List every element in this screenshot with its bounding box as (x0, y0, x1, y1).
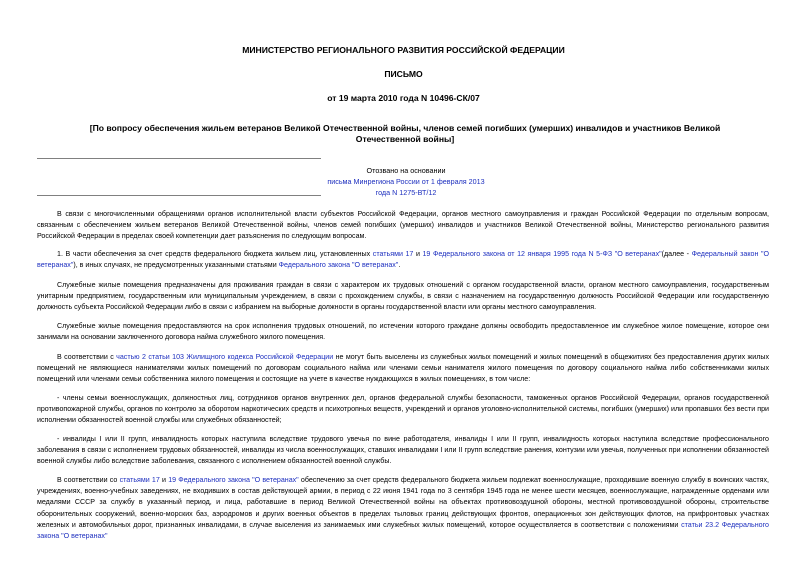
paragraph-articles-17-19 (37, 475, 769, 542)
veterans-law-link[interactable]: Федеральный закон "О ветеранах" (37, 250, 770, 270)
revocation-note-text: Отозвано на основании (366, 166, 446, 175)
paragraph-text: ), в иных случаях, не предусмотренных указанными статьями (73, 261, 279, 270)
revocation-note (321, 165, 491, 198)
paragraph-text: (далее - (661, 250, 692, 258)
paragraph-service-housing: Служебные жилые помещения предназначены для проживания граждан в связи с характером их трудовых отношений с органом государственной власти, органом местного самоуправления, государственным унитарным предприятием, государственным или муниципальным учреждением, в связи с прохождением службы, в связи с назначением на государственную должность Российской Федерации или государственную должность субъекта Российской Федерации либо в связи с избранием на выборные должности в органы государственной власти или органы местного самоуправления. (37, 281, 769, 312)
paragraph-family-members: - члены семьи военнослужащих, должностных лиц, сотрудников органов внутренних дел, органов федеральной службы безопасности, таможенных органов Российской Федерации, органов государственной противопожарной службы, органов по контролю за оборотом наркотических средств и психотропных веществ, учреждений и органов уголовно-исполнительной системы, погибших (умерших) или пропавших без вести при исполнении обязанностей военной службы или служебных обязанностей; (37, 394, 769, 425)
paragraph-service-term: Служебные жилые помещения предоставляются на срок исполнения трудовых отношений, по истечении которого граждане должны освободить предоставленное им служебное жилое помещение, которое они занимали на основании заключенного договора найма служебного жилого помещения. (37, 322, 769, 342)
paragraph-text: . (398, 261, 401, 270)
federal-law-5fz-link[interactable]: 19 Федерального закона от 12 января 1995 года N 5-ФЗ "О ветеранах" (422, 250, 662, 258)
paragraph-housing-code (37, 352, 769, 386)
revocation-letter-link[interactable]: письма Минрегиона России от 1 февраля 2013 года N 1275-ВТ/12 (327, 177, 485, 197)
document-date-number: от 19 марта 2010 года N 10496-СК/07 (327, 93, 480, 103)
paragraph-text: В соответствии с (57, 353, 117, 361)
article-19-veterans-law-link[interactable]: 19 Федерального закона "О ветеранах" (168, 476, 299, 484)
paragraph-point-1 (37, 249, 769, 271)
article-17-link[interactable]: статьями 17 (372, 250, 414, 258)
bottom-divider (37, 195, 321, 196)
paragraph-text: и (159, 476, 169, 484)
article-23-2-link[interactable]: статьи 23.2 Федерального закона "О ветеранах" (37, 520, 769, 541)
paragraph-invalids: - инвалиды I или II групп, инвалидность которых наступила вследствие трудового увечья по вине работодателя, инвалиды I или II групп, инвалидность которых наступила вследствие профессионального заболевания в связи с исполнением трудовых обязанностей, инвалиды из числа военнослужащих, ставших инвалидами I или II групп вследствие ранения, контузии или увечья, полученных при исполнении обязанностей военной службы либо вследствие заболевания, связанного с исполнением обязанностей военной службы. (37, 435, 769, 466)
ministry-title: МИНИСТЕРСТВО РЕГИОНАЛЬНОГО РАЗВИТИЯ РОССИЙСКОЙ ФЕДЕРАЦИИ (242, 45, 565, 55)
document-subject: [По вопросу обеспечения жильем ветеранов Великой Отечественной войны, членов семей погибших (умерших) инвалидов и участников Великой Отечественной войны] (89, 123, 721, 144)
paragraph-intro: В связи с многочисленными обращениями органов исполнительной власти субъектов Российской Федерации, органов местного самоуправления и граждан Российской Федерации по отдельным вопросам, связанным с обеспечением жильем ветеранов Великой Отечественной войны, членов семей погибших (умерших) инвалидов и участников Великой Отечественной войны, Министерство регионального развития Российской Федерации в пределах своей компетенции дает разъяснения по следующим вопросам. (37, 210, 769, 241)
paragraph-text: 1. В части обеспечения за счет средств федерального бюджета жильем лиц, установленных (57, 250, 373, 258)
paragraph-text: обеспечению за счет средств федерального бюджета жильем подлежат военнослужащие, проходившие военную службу в воинских частях, учреждениях, военно-учебных заведениях, не входивших в состав действующей армии, в период с 22 июня 1941 года по 3 сентября 1945 года не менее шести месяцев, военнослужащие, награжденные орденами или медалями СССР за службу в указанный период, и лица, работавшие в период Великой Отечественной войны на объектах противовоздушной обороны, местной противовоздушной обороны, строительстве оборонительных сооружений, военно-морских баз, аэродромов и других военных объектов в пределах тыловых границ действующих фронтов, операционных зон действующих флотов, на прифронтовых участках железных и автомобильных дорог, признанных инвалидами, в случае выселения из занимаемых ими служебных жилых помещений, которое осуществляется в соответствии с положениями (37, 476, 769, 529)
document-type: ПИСЬМО (384, 69, 423, 79)
article-17-link-2[interactable]: статьями 17 (119, 476, 160, 484)
paragraph-text: и (413, 250, 423, 258)
paragraph-text: В соответствии со (57, 476, 120, 484)
veterans-law-link-2[interactable]: Федерального закона "О ветеранах" (278, 261, 399, 270)
paragraph-text: не могут быть выселены из служебных жилых помещений и жилых помещений в общежитиях без предоставления других жилых помещений не являющиеся нанимателями жилых помещений по договорам социального найма или членами семьи нанимателя жилого помещения по договору социального найма либо собственниками жилых помещений или членами семьи собственника жилого помещения и состоящие на учете в качестве нуждающихся в жилых помещениях, в том числе: (37, 353, 770, 384)
top-divider (37, 158, 321, 159)
housing-code-link[interactable]: частью 2 статьи 103 Жилищного кодекса Российской Федерации (116, 353, 334, 361)
